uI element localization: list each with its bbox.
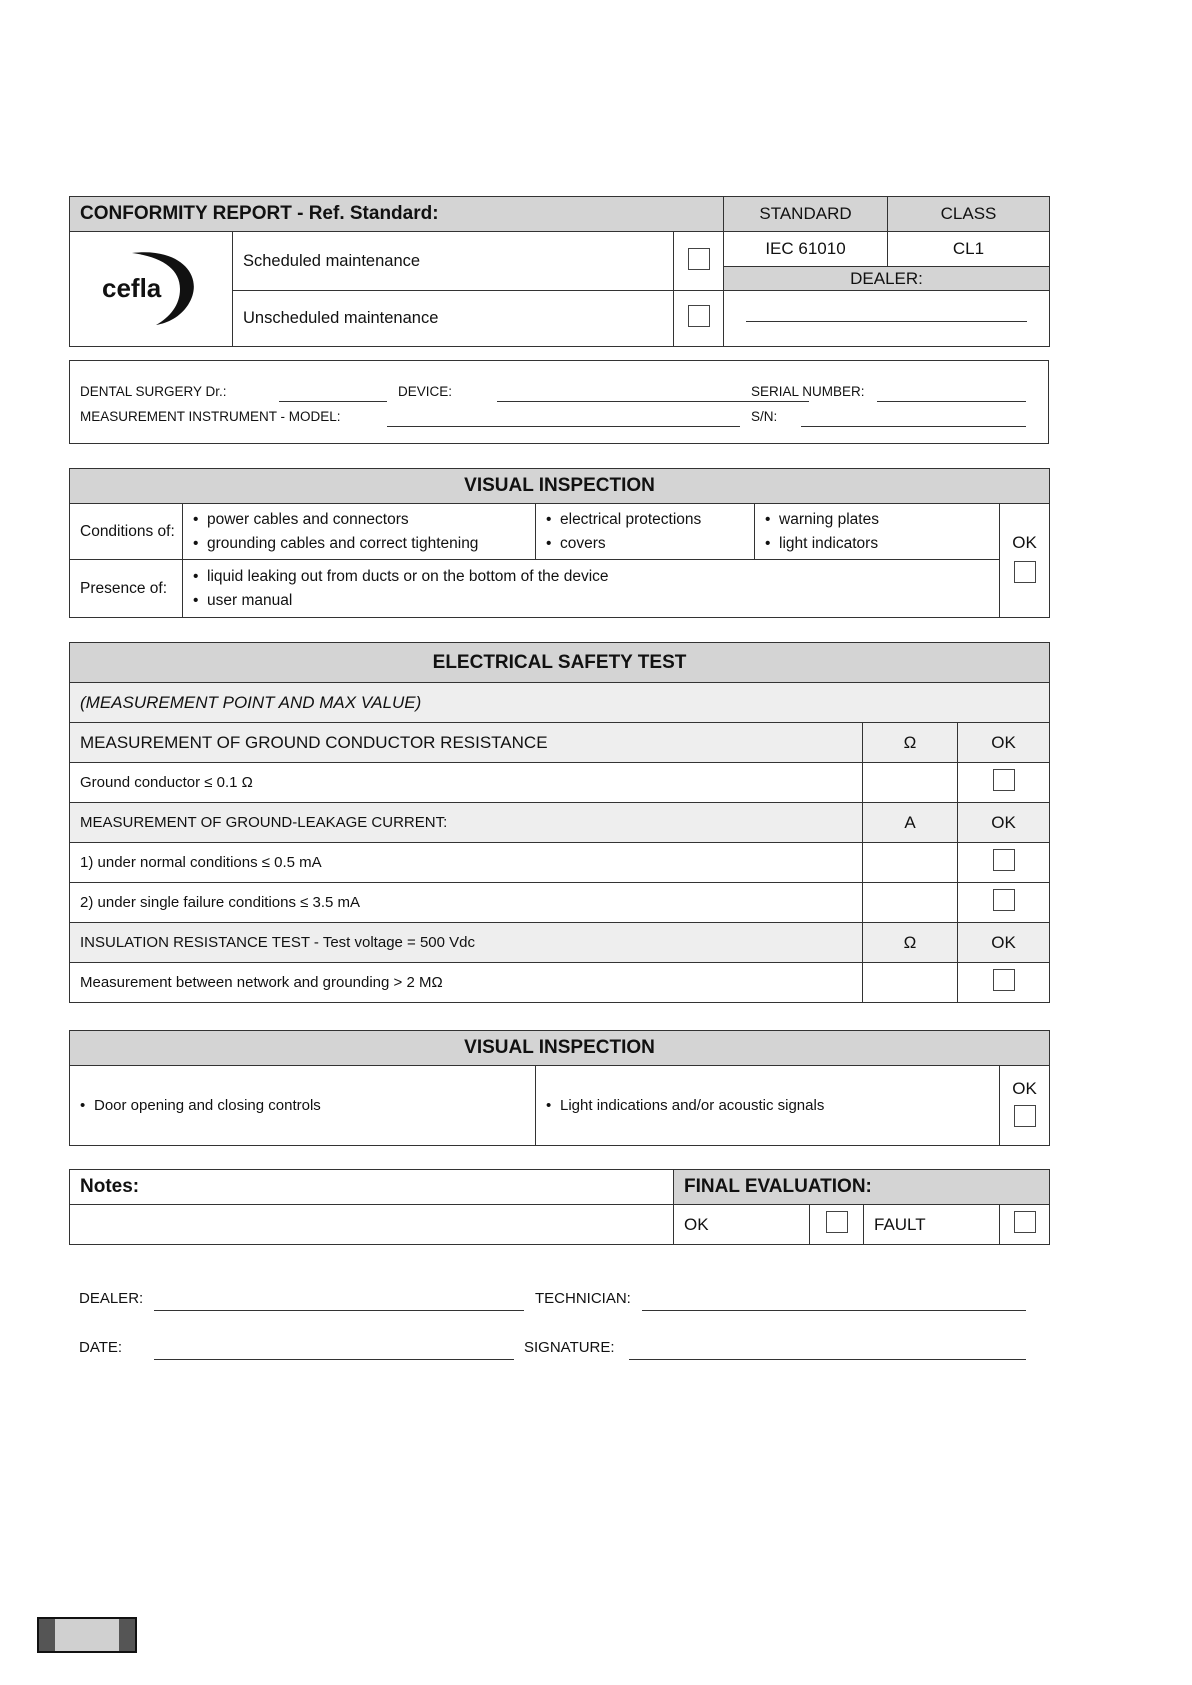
final-ok-label: OK (674, 1205, 810, 1245)
signature-field[interactable] (629, 1359, 1026, 1360)
device-label: DEVICE: (398, 384, 453, 399)
surgery-label: DENTAL SURGERY Dr.: (80, 384, 227, 399)
standard-value: IEC 61010 (724, 232, 888, 267)
electrical-subtitle: (MEASUREMENT POINT AND MAX VALUE) (70, 683, 1050, 723)
single-failure-value[interactable] (863, 883, 958, 923)
visual-inspection-title: VISUAL INSPECTION (464, 475, 655, 496)
date-field[interactable] (154, 1359, 514, 1360)
final-fault-label: FAULT (864, 1205, 1000, 1245)
unscheduled-checkbox[interactable] (688, 305, 710, 327)
unit-ohm: Ω (863, 923, 958, 963)
device-field[interactable] (497, 401, 809, 402)
dealer-label: DEALER: (724, 267, 1050, 291)
ground-conductor-value[interactable] (863, 763, 958, 803)
unscheduled-label: Unscheduled maintenance (233, 291, 674, 347)
logo-text: cefla (102, 272, 162, 303)
notes-field[interactable] (70, 1205, 674, 1245)
insulation-heading: INSULATION RESISTANCE TEST - Test voltage = 500 Vdc (70, 923, 863, 963)
electrical-title: ELECTRICAL SAFETY TEST (432, 651, 687, 673)
signoff-dealer-label: DEALER: (79, 1290, 144, 1307)
scheduled-checkbox[interactable] (688, 248, 710, 270)
info-box (69, 360, 1049, 444)
insulation-measure-value[interactable] (863, 963, 958, 1003)
insulation-checkbox[interactable] (993, 969, 1015, 991)
page-number-tab (37, 1617, 137, 1653)
presence-item: • liquid leaking out from ducts or on the bottom of the device (187, 565, 999, 589)
visual2-ok-label: OK (1012, 1079, 1037, 1098)
class-label: CLASS (888, 197, 1050, 232)
condition-item: • power cables and connectors (187, 508, 535, 532)
electrical-safety-table (69, 642, 1050, 1003)
final-evaluation-table (69, 1169, 1050, 1245)
final-evaluation-label: FINAL EVALUATION: (684, 1176, 872, 1197)
visual2-ok-checkbox[interactable] (1014, 1105, 1036, 1127)
unit-ampere: A (863, 803, 958, 843)
ok-label: OK (958, 723, 1050, 763)
dealer-field[interactable] (724, 291, 1050, 347)
presence-item: • user manual (187, 589, 999, 613)
sn-field[interactable] (801, 426, 1026, 427)
visual-inspection-2-title: VISUAL INSPECTION (464, 1037, 655, 1058)
normal-conditions-value[interactable] (863, 843, 958, 883)
door-controls-item: • Door opening and closing controls (74, 1094, 535, 1118)
visual-inspection-2-table (69, 1030, 1050, 1146)
single-failure-label: 2) under single failure conditions ≤ 3.5 mA (70, 883, 863, 923)
presence-label: Presence of: (70, 560, 183, 618)
condition-item: • electrical protections (540, 508, 754, 532)
ok-label: OK (958, 803, 1050, 843)
ground-conductor-label: Ground conductor ≤ 0.1 Ω (70, 763, 863, 803)
visual-ok-checkbox[interactable] (1014, 561, 1036, 583)
technician-label: TECHNICIAN: (535, 1290, 631, 1307)
table-row (70, 963, 1050, 1003)
cefla-logo (96, 247, 206, 327)
ok-label: OK (958, 923, 1050, 963)
table-row (70, 923, 1050, 963)
single-failure-checkbox[interactable] (993, 889, 1015, 911)
header-table (69, 196, 1050, 347)
table-row (70, 723, 1050, 763)
normal-conditions-label: 1) under normal conditions ≤ 0.5 mA (70, 843, 863, 883)
table-row (70, 763, 1050, 803)
date-label: DATE: (79, 1339, 123, 1356)
instrument-field[interactable] (387, 426, 740, 427)
light-signals-item: • Light indications and/or acoustic signals (540, 1094, 999, 1118)
final-ok-checkbox[interactable] (826, 1211, 848, 1233)
table-row (70, 843, 1050, 883)
unit-ohm: Ω (863, 723, 958, 763)
leakage-heading: MEASUREMENT OF GROUND-LEAKAGE CURRENT: (70, 803, 863, 843)
condition-item: • warning plates (759, 508, 999, 532)
ground-conductor-checkbox[interactable] (993, 769, 1015, 791)
sn-label: S/N: (751, 409, 778, 424)
visual-inspection-table (69, 468, 1050, 618)
instrument-label: MEASUREMENT INSTRUMENT - MODEL: (80, 409, 341, 424)
final-fault-checkbox[interactable] (1014, 1211, 1036, 1233)
signoff-dealer-field[interactable] (154, 1310, 524, 1311)
serial-field[interactable] (877, 401, 1026, 402)
condition-item: • light indicators (759, 532, 999, 556)
condition-item: • covers (540, 532, 754, 556)
visual-ok-label: OK (1012, 533, 1037, 552)
signoff-section (0, 1280, 1192, 1360)
scheduled-label: Scheduled maintenance (233, 232, 674, 291)
surgery-field[interactable] (279, 401, 387, 402)
class-value: CL1 (888, 232, 1050, 267)
standard-label: STANDARD (724, 197, 888, 232)
signature-label: SIGNATURE: (524, 1339, 615, 1356)
table-row (70, 883, 1050, 923)
condition-item: • grounding cables and correct tightening (187, 532, 535, 556)
conditions-label: Conditions of: (70, 504, 183, 560)
logo-cell (70, 232, 233, 347)
table-row (70, 803, 1050, 843)
report-title: CONFORMITY REPORT - Ref. Standard: (80, 203, 439, 224)
normal-conditions-checkbox[interactable] (993, 849, 1015, 871)
ground-resistance-heading: MEASUREMENT OF GROUND CONDUCTOR RESISTANCE (70, 723, 863, 763)
notes-label: Notes: (80, 1176, 140, 1197)
technician-field[interactable] (642, 1310, 1026, 1311)
insulation-measure-label: Measurement between network and grounding > 2 MΩ (70, 963, 863, 1003)
serial-label: SERIAL NUMBER: (751, 384, 869, 399)
